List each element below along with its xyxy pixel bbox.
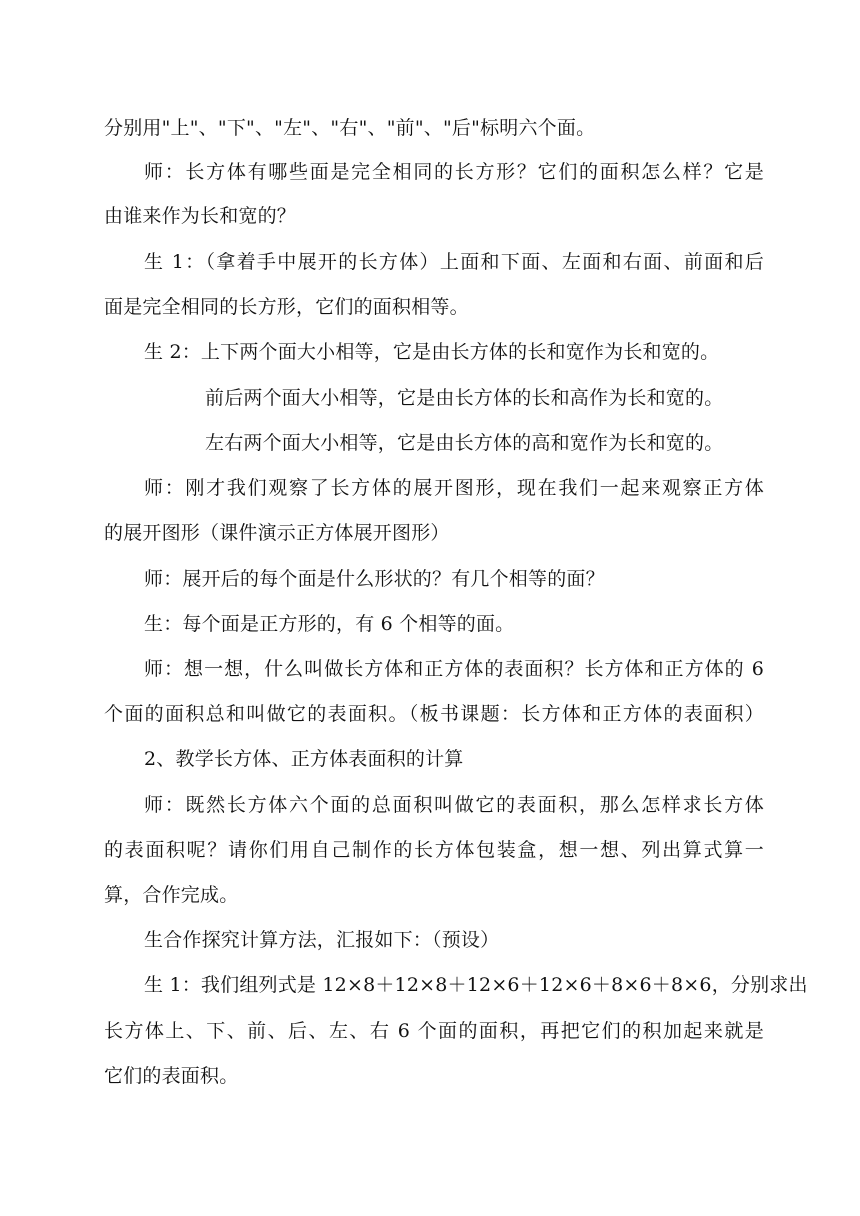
text-line-1: 分别用"上"、"下"、"左"、"右"、"前"、"后"标明六个面。 [104, 117, 596, 139]
text-line-16: 师：既然长方体六个面的总面积叫做它的表面积，那么怎样求长方体 [144, 794, 764, 816]
text-line-20: 生 1：我们组列式是 12×8＋12×8＋12×6＋12×6＋8×6＋8×6，分别求出 [144, 974, 808, 996]
text-line-18: 算，合作完成。 [104, 884, 239, 906]
text-line-13: 师：想一想，什么叫做长方体和正方体的表面积？长方体和正方体的 6 [144, 658, 764, 680]
text-line-14: 个面的面积总和叫做它的表面积。（板书课题：长方体和正方体的表面积） [104, 703, 764, 725]
text-line-7: 前后两个面大小相等，它是由长方体的长和高作为长和宽的。 [205, 387, 724, 409]
text-line-4: 生 1：（拿着手中展开的长方体）上面和下面、左面和右面、前面和后 [144, 251, 764, 273]
text-line-3: 由谁来作为长和宽的？ [104, 205, 297, 227]
text-line-5: 面是完全相同的长方形，它们的面积相等。 [104, 296, 469, 318]
text-line-22: 它们的表面积。 [104, 1065, 239, 1087]
text-line-9: 师：刚才我们观察了长方体的展开图形，现在我们一起来观察正方体 [144, 477, 764, 499]
text-line-17: 的表面积呢？请你们用自己制作的长方体包装盒，想一想、列出算式算一 [104, 839, 764, 861]
text-line-2: 师：长方体有哪些面是完全相同的长方形？它们的面积怎么样？它是 [144, 161, 764, 183]
text-line-6: 生 2：上下两个面大小相等，它是由长方体的长和宽作为长和宽的。 [144, 341, 720, 363]
text-line-10: 的展开图形（课件演示正方体展开图形） [104, 522, 450, 544]
text-line-19: 生合作探究计算方法，汇报如下：（预设） [144, 929, 500, 951]
section-heading: 2、教学长方体、正方体表面积的计算 [144, 748, 464, 770]
text-line-12: 生：每个面是正方形的，有 6 个相等的面。 [144, 613, 515, 635]
text-line-8: 左右两个面大小相等，它是由长方体的高和宽作为长和宽的。 [205, 432, 724, 454]
text-line-21: 长方体上、下、前、后、左、右 6 个面的面积，再把它们的积加起来就是 [104, 1020, 764, 1042]
text-line-11: 师：展开后的每个面是什么形状的？有几个相等的面？ [144, 568, 605, 590]
